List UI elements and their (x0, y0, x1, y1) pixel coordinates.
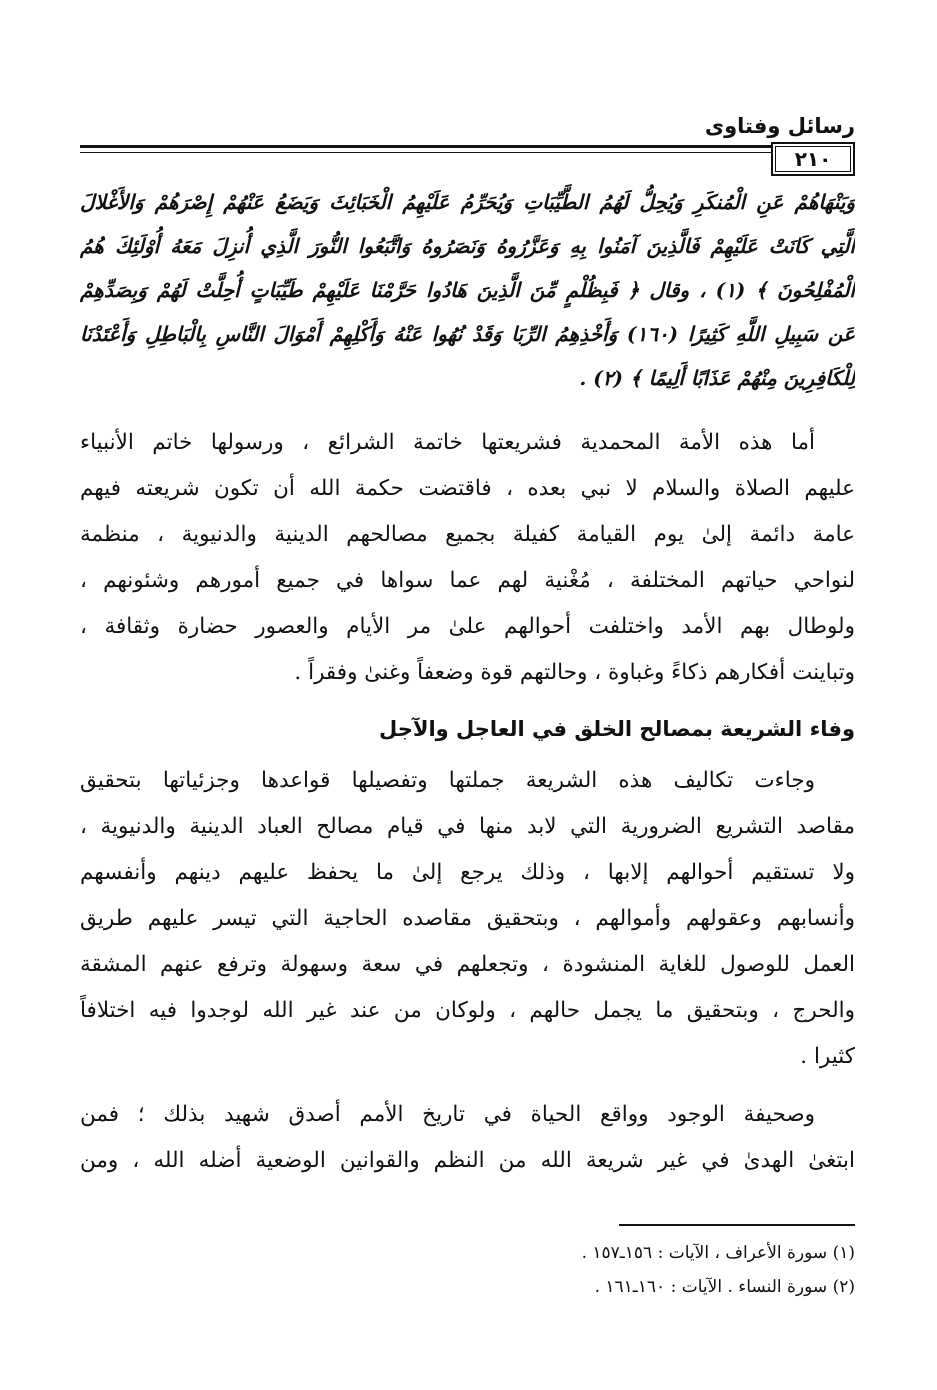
footnote-1: (١) سورة الأعراف ، الآيات : ١٥٦ـ١٥٧ . (581, 1243, 855, 1263)
text-line: وتباينت أفكارهم ذكاءً وغباوة ، وحالتهم قوة وضعفاً وغنىٰ وفقراً . (294, 660, 855, 685)
running-header (80, 112, 855, 174)
text-line: وأنسابهم وعقولهم وأموالهم ، وبتحقيق مقاصده الحاجية التي تيسر عليهم طريق (80, 906, 855, 931)
text-line: العمل للوصول للغاية المنشودة ، وتجعلهم في سعة وسهولة وترفع عنهم المشقة (80, 952, 855, 977)
page-body (80, 180, 855, 1184)
verse-line: لِلْكَافِرِينَ مِنْهُمْ عَذَابًا أَلِيمًا ﴾ (٢) . (579, 366, 855, 390)
text-line: ولا تستقيم أحوالهم إلابها ، وذلك يرجع إلىٰ ما يحفظ عليهم دينهم وأنفسهم (80, 860, 855, 885)
text-line: أما هذه الأمة المحمدية فشريعتها خاتمة الشرائع ، ورسولها خاتم الأنبياء (80, 430, 815, 455)
text-line: ابتغىٰ الهدىٰ في غير شريعة الله من النظم والقوانين الوضعية أضله الله ، ومن (80, 1148, 855, 1173)
text-line: ولوطال بهم الأمد واختلفت أحوالهم علىٰ مر الأيام والعصور حضارة وثقافة ، (80, 614, 855, 639)
quran-verse-block (80, 180, 855, 400)
footnotes (80, 1236, 855, 1304)
text-line: والحرج ، وبتحقيق ما يجمل حالهم ، ولوكان من عند غير الله لوجدوا فيه اختلافاً (80, 998, 855, 1023)
footnote-2: (٢) سورة النساء . الآيات : ١٦٠ـ١٦١ . (594, 1277, 855, 1297)
text-line: مقاصد التشريع الضرورية التي لابد منها في قيام مصالح العباد الدينية والدنيوية ، (80, 814, 855, 839)
text-line: لنواحي حياتهم المختلفة ، مُغْنية لهم عما سواها في جميع أمورهم وشئونهم ، (80, 568, 855, 593)
text-line: عليهم الصلاة والسلام لا نبي بعده ، فاقتضت حكمة الله أن تكون شريعته فيهم (80, 476, 855, 501)
text-line: وصحيفة الوجود وواقع الحياة في تاريخ الأمم أصدق شهيد بذلك ؛ فمن (80, 1102, 815, 1127)
header-rule-thick (80, 145, 855, 148)
text-line: وجاءت تكاليف هذه الشريعة جملتها وتفصيلها قواعدها وجزئياتها بتحقيق (80, 768, 815, 793)
verse-line: عَن سَبِيلِ اللَّهِ كَثِيرًا (١٦٠) وَأَخْذِهِمُ الرِّبَا وَقَدْ نُهُوا عَنْهُ وَأَكْلِهِمْ أَمْوَالَ النَّاسِ بِالْبَاطِلِ وَأَعْتَدْنَا (80, 322, 855, 346)
paragraph-obligations (80, 758, 855, 1080)
text-line: كثيرا . (800, 1044, 855, 1069)
paragraph-final-sharia (80, 420, 855, 696)
running-title: رسائل وفتاوى (704, 114, 855, 138)
verse-line: وَيَنْهَاهُمْ عَنِ الْمُنكَرِ وَيُحِلُّ لَهُمُ الطَّيِّبَاتِ وَيُحَرِّمُ عَلَيْهِمُ الْخَبَائِثَ وَيَضَعُ عَنْهُمْ إِصْرَهُمْ وَالأَغْلالَ (80, 190, 855, 214)
footnote-separator (619, 1224, 855, 1226)
text-line: عامة دائمة إلىٰ يوم القيامة كفيلة بجميع مصالحهم الدينية والدنيوية ، منظمة (80, 522, 855, 547)
section-heading: وفاء الشريعة بمصالح الخلق في العاجل والآجل (378, 717, 855, 741)
header-rule-thin (80, 152, 855, 153)
paragraph-history-witness (80, 1092, 855, 1184)
verse-line: الَّتِي كَانَتْ عَلَيْهِمْ فَالَّذِينَ آمَنُوا بِهِ وَعَزَّرُوهُ وَنَصَرُوهُ وَاتَّبَعُوا النُّورَ الَّذِي أُنزِلَ مَعَهُ أُوْلَئِكَ هُمُ (80, 234, 855, 258)
verse-line: الْمُفْلِحُونَ ﴾ (١) ، وقال ﴿ فَبِظُلْمٍ مِّنَ الَّذِينَ هَادُوا حَرَّمْنَا عَلَيْهِمْ طَيِّبَاتٍ أُحِلَّتْ لَهُمْ وَبِصَدِّهِمْ (80, 278, 855, 302)
page-number-box: ٢١٠ (771, 142, 855, 176)
